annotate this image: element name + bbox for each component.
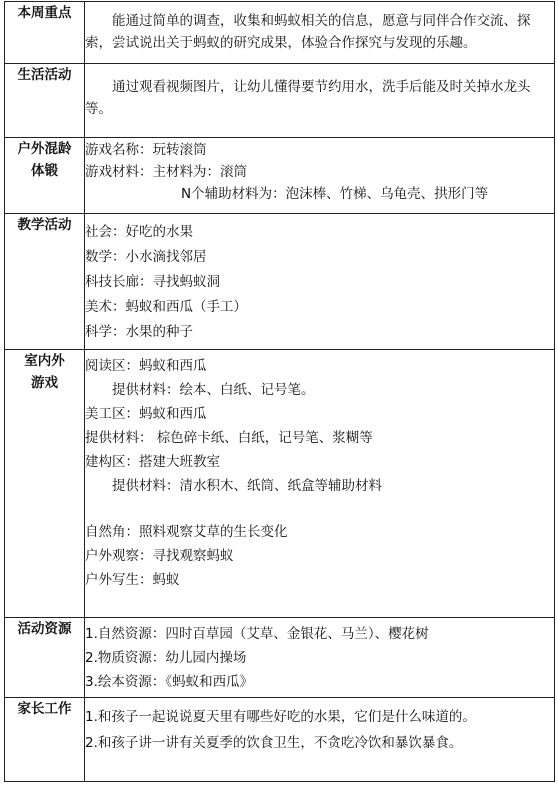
text-line: 户外观察：寻找观察蚂蚁 xyxy=(85,548,234,564)
label-line: 游戏 xyxy=(31,375,58,391)
label-line: 户外混龄 xyxy=(17,141,72,157)
text-line: 自然角：照料观察艾草的生长变化 xyxy=(85,524,288,540)
row-label: 生活活动 xyxy=(5,64,85,138)
text-line: 科学：水果的种子 xyxy=(85,324,193,340)
text-line: 提供材料：清水积木、纸筒、纸盒等辅助材料 xyxy=(112,478,382,494)
text-line: 建构区：搭建大班教室 xyxy=(85,454,220,470)
text-line: 1.自然资源：四时百草园（艾草、金银花、马兰）、樱花树 xyxy=(85,626,429,642)
row-label: 本周重点 xyxy=(5,2,85,64)
text-line: 3.绘本资源：《蚂蚁和西瓜》 xyxy=(85,674,254,690)
paragraph: 通过观看视频图片，让幼儿懂得要节约用水，洗手后能及时关掉水龙头等。 xyxy=(85,79,531,117)
row-content xyxy=(85,350,555,618)
text-line: 1.和孩子一起说说夏天里有哪些好吃的水果，它们是什么味道的。 xyxy=(85,709,476,725)
row-content xyxy=(85,698,555,782)
text-line: 美术：蚂蚁和西瓜（手工） xyxy=(85,299,247,315)
row-life-activity xyxy=(5,64,555,138)
row-activity-resources xyxy=(5,618,555,698)
row-teaching-activity xyxy=(5,214,555,350)
row-outdoor-exercise xyxy=(5,138,555,214)
label-line: 室内外 xyxy=(24,353,65,369)
text-line: 游戏材料：主材料为：滚筒 xyxy=(85,164,247,180)
row-label: 教学活动 xyxy=(5,214,85,350)
row-label: 家长工作 xyxy=(5,698,85,782)
row-content xyxy=(85,618,555,698)
row-parent-work xyxy=(5,698,555,782)
weekly-plan-table xyxy=(4,1,555,782)
text-line: 户外写生：蚂蚁 xyxy=(85,572,180,588)
text-line: 阅读区：蚂蚁和西瓜 xyxy=(85,358,207,374)
row-content xyxy=(85,64,555,138)
paragraph: 能通过简单的调查，收集和蚂蚁相关的信息，愿意与同伴合作交流、探索，尝试说出关于蚂蚁的研究成果，体验合作探究与发现的乐趣。 xyxy=(85,13,531,51)
row-content xyxy=(85,214,555,350)
row-content xyxy=(85,138,555,214)
row-content xyxy=(85,2,555,64)
text-line: 提供材料：绘本、白纸、记号笔。 xyxy=(112,382,315,398)
text-line: 数学：小水滴找邻居 xyxy=(85,249,207,265)
text-line: 2.物质资源：幼儿园内操场 xyxy=(85,650,247,666)
text-line: 2.和孩子讲一讲有关夏季的饮食卫生，不贪吃冷饮和暴饮暴食。 xyxy=(85,735,463,751)
row-indoor-outdoor-games xyxy=(5,350,555,618)
text-line: N个辅助材料为：泡沫棒、竹梯、乌龟壳、拱形门等 xyxy=(181,186,489,202)
row-label xyxy=(5,350,85,618)
row-weekly-focus xyxy=(5,2,555,64)
text-line: 提供材料： 棕色碎卡纸、白纸，记号笔、浆糊等 xyxy=(85,430,373,446)
text-line: 科技长廊：寻找蚂蚁洞 xyxy=(85,274,220,290)
text-line: 游戏名称：玩转滚筒 xyxy=(85,142,207,158)
row-label: 活动资源 xyxy=(5,618,85,698)
label-line: 体锻 xyxy=(31,163,58,179)
row-label xyxy=(5,138,85,214)
spacer xyxy=(85,498,554,520)
text-line: 社会：好吃的水果 xyxy=(85,224,193,240)
text-line: 美工区：蚂蚁和西瓜 xyxy=(85,406,207,422)
